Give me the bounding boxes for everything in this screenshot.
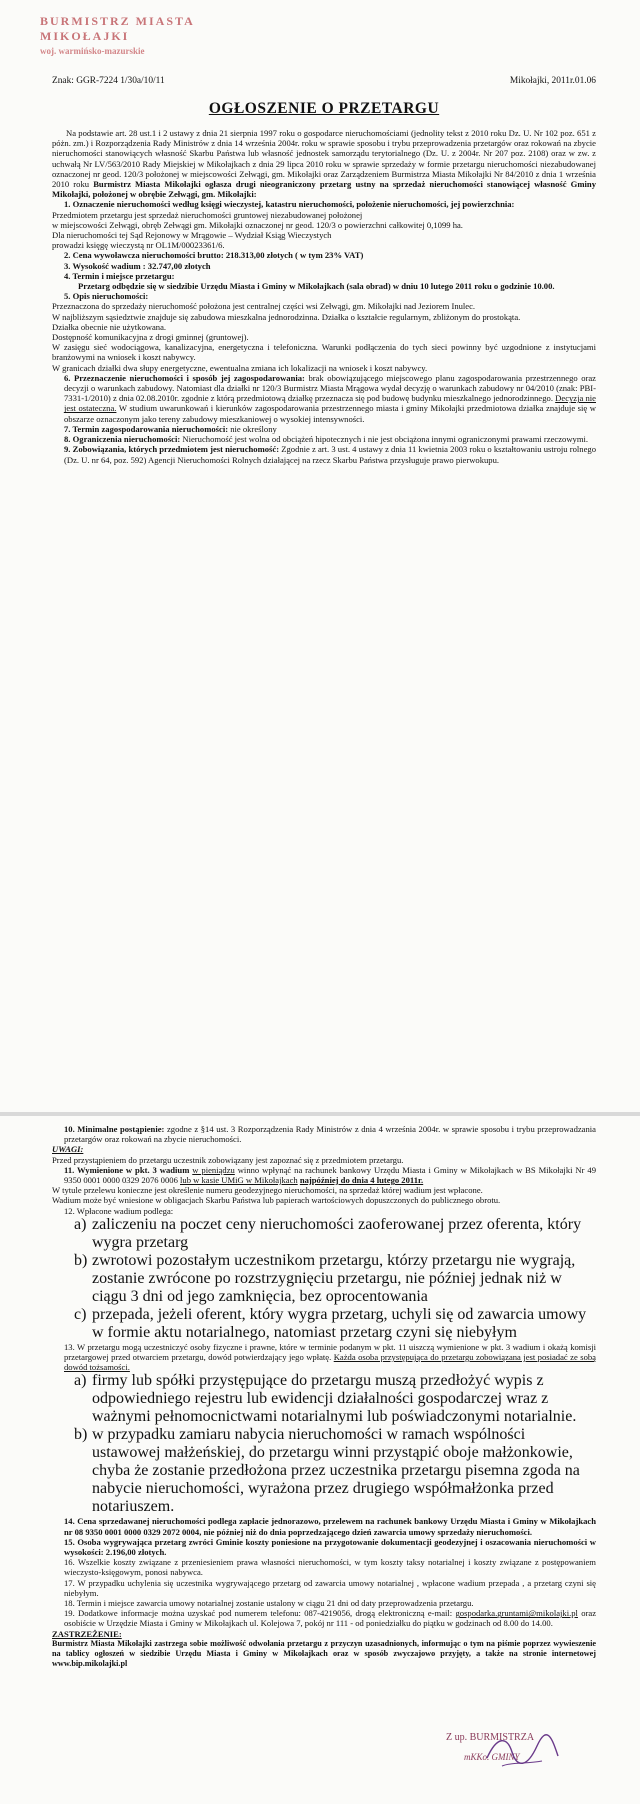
reservation-title: ZASTRZEŻENIE:	[52, 1628, 122, 1639]
section-7-body: nie określony	[228, 423, 277, 434]
section-16: 16. Wszelkie koszty związane z przeniesieniem prawa własności nieruchomości, w tym koszty taksy notarialnej i koszty związane z postępowaniem wieczysto-księgowym, ponosi nabywca.	[64, 1557, 596, 1578]
section-11-body: winno wpłynąć na rachunek bankowy Urzędu Miasta i Gminy w Mikołajkach w BS Mikołajki Nr 49 9350 0001 0000 0329 2076 0006	[64, 1164, 596, 1186]
section-1-text-a: Przedmiotem przetargu jest sprzedaż nieruchomości gruntowej niezabudowanej położonej	[52, 209, 363, 220]
section-11-para: W tytule przelewu konieczne jest określenie numeru geodezyjnego nieruchomości, na sprzedaż której wadium jest wpłacone.	[52, 1185, 483, 1196]
section-10-body: zgodne z §14 ust. 3 Rozporządzenia Rady Ministrów z dnia 4 września 2004r. w sprawie sposobu i trybu przeprowadzania przetargów oraz rokowań na zbycie nieruchomości.	[64, 1124, 596, 1145]
page-title: OGŁOSZENIE O PRZETARGU	[208, 100, 440, 117]
signature-line-1: Z up. BURMISTRZA	[446, 1732, 535, 1743]
intro-text: Na podstawie art. 28 ust.1 i 2 ustawy z dnia 21 sierpnia 1997 roku o gospodarce nieruchomościami (jednolity tekst z 2010 roku Dz. U. Nr 102 poz. 651 z póżn. zm.) i Rozporządzenia Rady Ministrów z dnia 14 września 2004r. roku w sprawie sposobu i trybu przeprowadzenia przetargów oraz rokowań na zbycie nieruchomości stanowiących własność Skarbu Państwa lub własność jednostek samorządu terytorialnego (Dz. U. z 2004r. Nr 207 poz. 2108) oraz w zw. z uchwałą Nr LV/563/2010 Rady Miejskiej w Mikołajkach z dnia 29 lipca 2010 roku w sprawie sprzedaży w formie przetargu nieruchomości niezabudowanej oznaczonej nr geod. 120/3 położonej w miejscowości Zełwągi, gm. Mikołajki oraz Zarządzeniem Burmistrza Miasta Mikołajki Nr 84/2010 z dnia 1 września 2010 roku	[52, 128, 596, 190]
section-4-title: 4. Termin i miejsce przetargu:	[64, 270, 175, 281]
stamp-line-1: BURMISTRZ MIASTA MIKOŁAJKI	[40, 14, 195, 43]
section-11-underlined-1: w pieniądzu	[192, 1164, 235, 1175]
page-sheet-2	[0, 1116, 640, 1804]
contact-email-link[interactable]: gospodarka.gruntami@mikolajki.pl	[455, 1608, 578, 1619]
list-marker: a)	[74, 1215, 87, 1233]
list-marker: a)	[74, 1372, 87, 1390]
section-12-list	[52, 1216, 596, 1342]
section-13-body: 13. W przetargu mogą uczestniczyć osoby fizyczne i prawne, które w terminie podanym w pkt. 11 uiszczą wymienione w pkt. 3 wadium i okażą komisji przetargowej przed otwarciem przetargu, dowód potwierdzający jego wpłatę.	[64, 1341, 596, 1363]
section-18: 18. Termin i miejsce zawarcia umowy notarialnej zostanie ustalony w ciągu 21 dni od daty przeprowadzenia przetargu.	[64, 1598, 474, 1609]
section-19-text: 19. Dodatkowe informacje można uzyskać pod numerem telefonu: 087-4219056, drogą elektroniczną e-mail:	[64, 1608, 456, 1619]
section-13	[52, 1342, 596, 1373]
section-10-title: 10. Minimalne postąpienie:	[64, 1124, 165, 1134]
section-8	[52, 434, 596, 444]
section-11-para: Wadium może być wniesione w obligacjach Skarbu Państwa lub papierach wartościowych dopuszczonych do publicznego obrotu.	[52, 1195, 501, 1206]
section-7-title: 7. Termin zagospodarowania nieruchomości:	[64, 423, 229, 434]
section-1-title: 1. Oznaczenie nieruchomości według księgi wieczystej, katastru nieruchomości, położenie nieruchomości, jej powierzchnia:	[64, 199, 515, 210]
section-6	[52, 373, 596, 424]
section-13-list	[52, 1372, 596, 1516]
section-5-title: 5. Opis nieruchomości:	[64, 291, 149, 302]
list-item-text: firmy lub spółki przystępujące do przetargu muszą przedłożyć wypis z odpowiedniego rejestru lub ewidencji działalności gospodarczej wraz z ważnymi pełnomocnictwami notarialnymi lub poświadczonymi notarialnie.	[92, 1372, 577, 1426]
section-11-title: 11. Wymienione w pkt. 3 wadium	[64, 1164, 190, 1175]
reference-number: Znak: GGR-7224 1/30a/10/11	[52, 76, 165, 86]
intro-bold-text: Burmistrz Miasta Mikołajki ogłasza drugi nieograniczony przetarg ustny na sprzedaż nieruchomości stanowiącej własność Gminy Mikołajki, położonej w obrębie Zełwągi, gm. Mikołajki:	[52, 179, 596, 200]
remarks-title: UWAGI:	[52, 1144, 84, 1155]
section-11-deadline: najpóźniej do dnia 4 lutego 2011r.	[299, 1175, 424, 1186]
section-15: 15. Osoba wygrywająca przetarg zwróci Gminie koszty poniesione na przygotowanie dokumentacji geodezyjnej i oszacowania nieruchomości w wysokości: 2.196,00 złotych.	[64, 1536, 596, 1558]
reservation-body: Burmistrz Miasta Mikołajki zastrzega sobie możliwość odwołania przetargu z przyczyn uzasadnionych, informując o tym na piśmie poprzez wywieszenie na tablicy ogłoszeń w siedzibie Urzędu Miasta i Gminy w Mikołajkach oraz w sposób zwyczajowo przyjęty, a także na stronie internetowej www.bip.mikolajki.pl	[52, 1638, 596, 1669]
list-item	[74, 1305, 596, 1342]
section-5-para: Działka obecnie nie użytkowana.	[52, 321, 167, 332]
section-6-title: 6. Przeznaczenie nieruchomości i sposób jej zagospodarowania:	[64, 372, 305, 383]
list-item	[74, 1372, 596, 1426]
section-1-text-b: w miejscowości Zełwągi, obręb Zełwągi gm. Mikołajki oznaczonej nr geod. 120/3 o powierzchni całkowitej 0,1099 ha.	[52, 219, 463, 230]
section-9-title: 9. Zobowiązania, których przedmiotem jest nieruchomość:	[64, 444, 280, 455]
section-6-body: brak obowiązującego miejscowego planu zagospodarowania przestrzennego oraz decyzji o warunkach zabudowy. Natomiast dla działki nr 120/3 Burmistrz Miasta Mrągowa wydał decyzję o warunkach zabudowy nr 04/2010 (znak: PBI-7331-1/2010) z dnia 02.08.2010r. zgodnie z którą przedmiotową działkę przeznacza się pod budowę budynku mieszkalnego jednorodzinnego.	[64, 372, 596, 404]
list-item-text: w przypadku zamiaru nabycia nieruchomości w ramach wspólności ustawowej małżeńskiej, do przetargu winni przystąpić oboje małżonkowie, chyba że zostanie przedłożona przez uczestnika przetargu pisemna zgoda na nabycie nieruchomości, wyrażona przez drugiego współmałżonka przed notariuszem.	[92, 1426, 580, 1516]
section-11-underlined-2: lub w kasie UMiG w Mikołajkach	[180, 1175, 298, 1186]
section-6-underlined: Decyzja nie jest ostateczna.	[64, 393, 596, 414]
list-marker: b)	[74, 1251, 88, 1269]
section-19	[52, 1608, 596, 1628]
section-10	[52, 1124, 596, 1144]
section-5-para: W zasięgu sieć wodociągowa, kanalizacyjna, energetyczna i telefoniczna. Warunki podłączenia do tych sieci powinny być uzgodnione z instytucjami branżowymi na wniosek i koszt nabywcy.	[52, 342, 596, 363]
section-1-text-d: prowadzi księgę wieczystą nr OL1M/00023361/6.	[52, 240, 225, 251]
section-5-para: W granicach działki dwa słupy energetyczne, ewentualna zmiana ich lokalizacji na wniosek i koszt nabywcy.	[52, 362, 428, 373]
section-9	[52, 444, 596, 464]
signature-line-2: mKKo. GMINY	[464, 1752, 520, 1762]
list-item	[74, 1251, 596, 1306]
list-item	[74, 1426, 596, 1516]
handwritten-signature-icon	[482, 1728, 562, 1778]
section-5-para: Dostępność komunikacyjna z drogi gminnej (gruntowej).	[52, 332, 249, 343]
section-5-para: W najbliższym sąsiedztwie znajduje się zabudowa mieszkalna jednorodzinna. Działka o kształcie regularnym, zbliżonym do prostokąta.	[52, 311, 521, 322]
section-13-underlined: Każda osoba przystępująca do przetargu zobowiązana jest posiadać ze sobą dowód tożsamości.	[64, 1352, 596, 1373]
list-item-text: zaliczeniu na poczet ceny nieruchomości zaoferowanej przez oferenta, który wygra przetarg	[92, 1215, 582, 1251]
list-marker: c)	[74, 1305, 87, 1323]
section-11	[52, 1165, 596, 1185]
intro-paragraph	[52, 128, 596, 199]
document-header	[52, 76, 596, 86]
list-marker: b)	[74, 1426, 88, 1444]
section-7	[52, 424, 596, 434]
signature-stamp	[438, 1726, 588, 1786]
section-1-text-c: Dla nieruchomości tej Sąd Rejonowy w Mrągowie – Wydział Ksiąg Wieczystych	[52, 230, 332, 241]
section-14: 14. Cena sprzedawanej nieruchomości podlega zapłacie jednorazowo, przelewem na rachunek bankowy Urzędu Miasta i Gminy w Mikołajkach nr 08 9350 0001 0000 0329 2072 0004, nie później niż do dnia poprzedzającego dzień zawarcia umowy sprzedaży nieruchomości.	[64, 1516, 596, 1537]
stamp-line-2: woj. warmińsko-mazurskie	[40, 46, 145, 56]
list-item-text: zwrotowi pozostałym uczestnikom przetargu, którzy przetargu nie wygrają, zostanie zwrócone po rozstrzygnięciu przetargu, nie później jednak niż w ciągu 3 dni od jego zamknięcia, bez oprocentowania	[92, 1251, 576, 1305]
section-2-price: 2. Cena wywoławcza nieruchomości brutto: 218.313,00 złotych ( w tym 23% VAT)	[64, 250, 364, 261]
list-item	[74, 1215, 596, 1252]
section-12-title: 12. Wpłacone wadium podlega:	[64, 1205, 174, 1216]
section-8-title: 8. Ograniczenia nieruchomości:	[64, 434, 181, 445]
remarks-body: Przed przystąpieniem do przetargu uczestnik zobowiązany jest zapoznać się z przedmiotem przetargu.	[52, 1154, 404, 1165]
section-8-body: Nieruchomość jest wolna od obciążeń hipotecznych i nie jest obciążona innymi ograniczonymi prawami rzeczowymi.	[180, 434, 589, 445]
section-6-tail: W studium uwarunkowań i kierunków zagospodarowania przestrzennego miasta i gminy Mikołajki przedmiotowa działka znajduje się w obszarze oznaczonym jako tereny zabudowy mieszkaniowej o wysokiej intensywności.	[64, 403, 596, 424]
section-17: 17. W przypadku uchylenia się uczestnika wygrywającego przetarg od zawarcia umowy notarialnej , wpłacone wadium przepada , a przetarg czyni się niebyłym.	[64, 1577, 596, 1598]
place-date: Mikołajki, 2011r.01.06	[509, 76, 596, 86]
office-stamp	[40, 14, 230, 56]
list-item-text: przepada, jeżeli oferent, który wygra przetarg, uchyli się od zawarcia umowy w formie aktu notarialnego, natomiast przetarg czyni się niebyłym	[92, 1305, 587, 1341]
section-5-para: Przeznaczona do sprzedaży nieruchomość położona jest centralnej części wsi Zełwągi, gm. Mikołajki nad Jeziorem Inulec.	[52, 301, 476, 312]
section-9-body: Zgodnie z art. 3 ust. 4 ustawy z dnia 11 kwietnia 2003 roku o kształtowaniu ustroju rolnego (Dz. U. nr 64, poz. 592) Agencji Nieruchomości Rolnych działającej na rzecz Skarbu Państwa przysługuje prawo pierwokupu.	[64, 444, 596, 465]
section-19-tail: oraz osobiście w Urzędzie Miasta i Gminy w Mikołajkach ul. Kolejowa 7, pokój nr 111 - od poniedziałku do piątku w godzinach od 8.00 do 14.00.	[64, 1608, 597, 1629]
section-4-body: Przetarg odbędzie się w siedzibie Urzędu Miasta i Gminy w Mikołajkach (sala obrad) w dniu 10 lutego 2011 roku o godzinie 10.00.	[78, 281, 555, 292]
section-3-deposit: 3. Wysokość wadium : 32.747,00 złotych	[64, 260, 211, 271]
